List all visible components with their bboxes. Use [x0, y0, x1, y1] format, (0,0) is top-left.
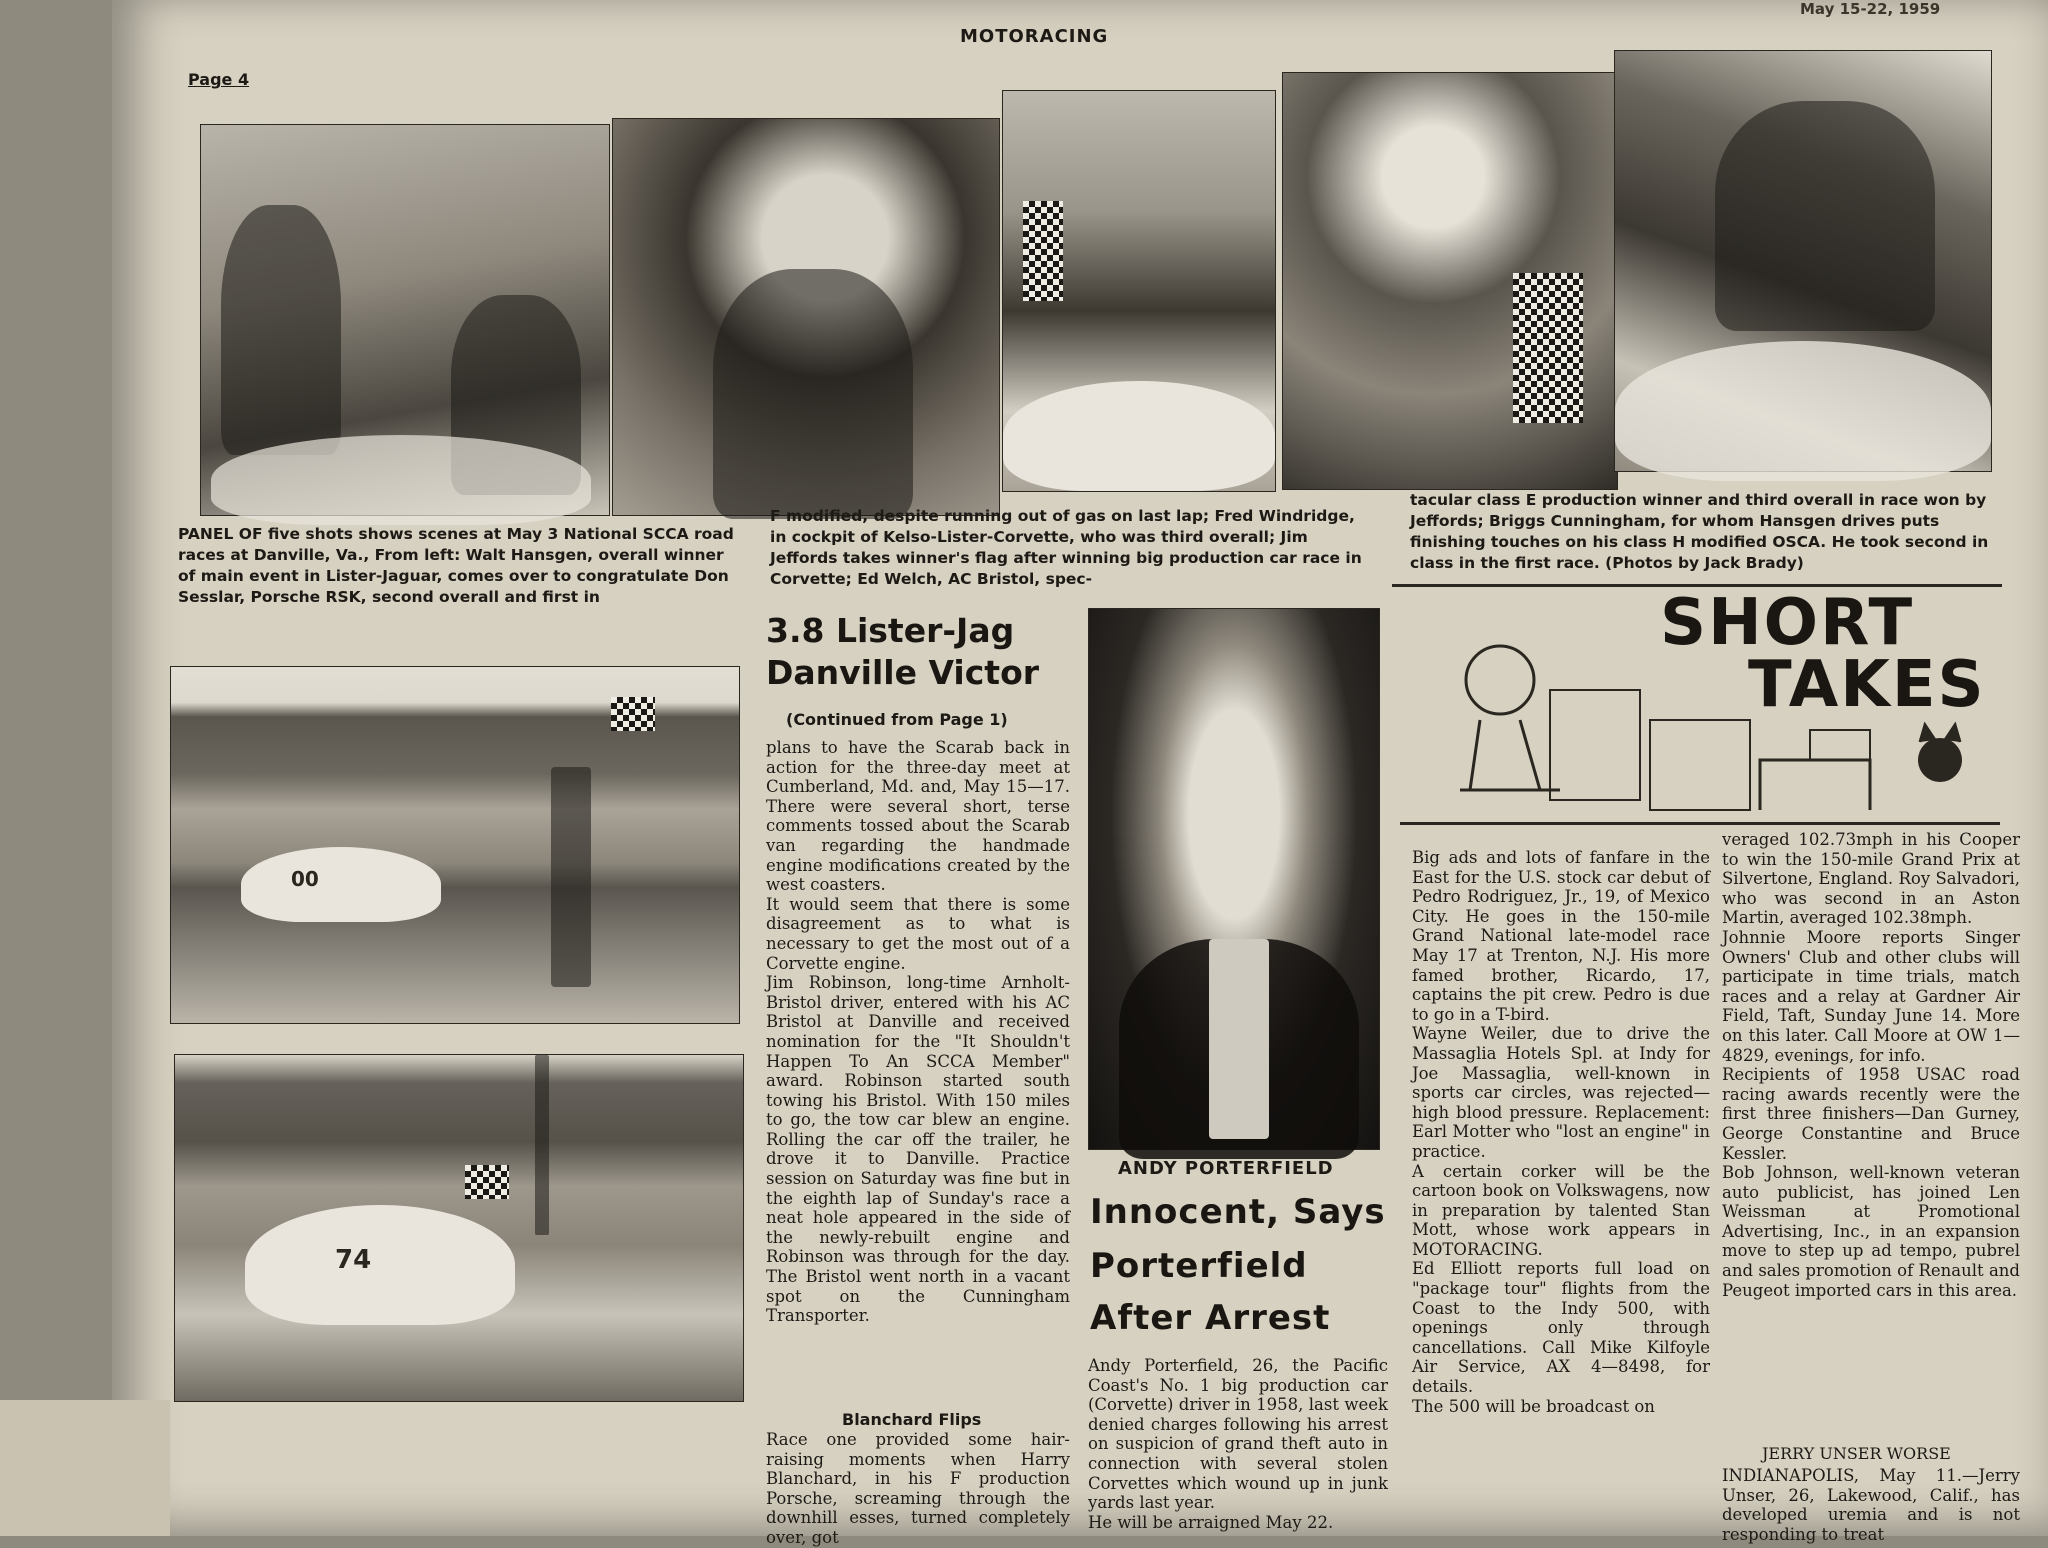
porterfield-headline-line2: Porterfield	[1090, 1246, 1308, 1286]
photo-caption-col2: F modified, despite running out of gas on last lap; Fred Windridge, in cockpit of Kelso-Lister-Corvette, who was third overall; Jim Jeffords takes winner's flag after winning big production car race in Corvette; Ed Welch, AC Bristol, spec-	[770, 507, 1362, 588]
photo-race-car-74	[174, 1054, 744, 1402]
porterfield-headline-line1: Innocent, Says	[1090, 1192, 1386, 1232]
car-number-00: 00	[291, 867, 319, 891]
car-number-74: 74	[335, 1245, 372, 1275]
portrait-andy-porterfield	[1088, 608, 1380, 1150]
masthead: MOTORACING	[960, 26, 1109, 47]
short-takes-title-line1: SHORT	[1660, 586, 1915, 660]
jerry-unser-subhead: JERRY UNSER WORSE	[1762, 1444, 1951, 1463]
porterfield-body: Andy Porterfield, 26, the Pacific Coast's No. 1 big production car (Corvette) driver in 1958, last week denied charges following his arrest on suspicion of grand theft auto in connection with several stolen Corvettes which wound up in junk yards last year. He will be arraigned May 22.	[1088, 1356, 1388, 1532]
jerry-unser-body: INDIANAPOLIS, May 11.—Jerry Unser, 26, Lakewood, Calif., has developed uremia and is not responding to treat	[1722, 1466, 2020, 1544]
blanchard-body: Race one provided some hair-raising moments when Harry Blanchard, in his F production Porsche, screaming through the downhill esses, turned completely over, got	[766, 1430, 1070, 1547]
photo-jeffords-flag	[1002, 90, 1276, 492]
continued-from-page-1: (Continued from Page 1)	[786, 710, 1008, 729]
photo-cunningham-osca	[1614, 50, 1992, 472]
porterfield-headline-line3: After Arrest	[1090, 1298, 1331, 1338]
photo-hansgen-sesslar	[200, 124, 610, 516]
folded-page-corner	[0, 1400, 170, 1536]
blanchard-flips-subhead: Blanchard Flips	[842, 1410, 982, 1429]
short-takes-title-line2: TAKES	[1748, 648, 1986, 722]
photo-caption-col3: tacular class E production winner and third overall in race won by Jeffords; Briggs Cunningham, for whom Hansgen drives puts finishing touches on his class H modified OSCA. He took second in class in the first race. (Photos by Jack Brady)	[1410, 491, 1989, 572]
lister-jag-headline: 3.8 Lister-Jag Danville Victor	[766, 611, 1040, 692]
photo-caption-col1: PANEL OF five shots shows scenes at May 3 National SCCA road races at Danville, Va., From left: Walt Hansgen, overall winner of main event in Lister-Jaguar, comes over to congratulate Don Sesslar, Porsche RSK, second overall and first in	[178, 525, 734, 606]
issue-date: May 15-22, 1959	[1800, 0, 1941, 18]
photo-windridge-cockpit	[612, 118, 1000, 516]
lister-jag-body: plans to have the Scarab back in action for the three-day meet at Cumberland, Md. and, May 15—17. There were several short, terse comments tossed about the Scarab van regarding the handmade engine modifications created by the west coasters. It would seem that there is some disagreement as to what is necessary to get the most out of a Corvette engine. Jim Robinson, long-time Arnholt-Bristol driver, entered with his AC Bristol at Danville and received nomination for the "It Shouldn't Happen To An SCCA Member" award. Robinson started south towing his Bristol. With 150 miles to go, the tow car blew an engine. Rolling the car off the trailer, he drove it to Danville. Practice session on Saturday was fine but in the eighth lap of Sunday's race a neat hole appeared in the side of the newly-rebuilt engine and Robinson was through for the day. The Bristol went north in a vacant spot on the Cunningham Transporter.	[766, 738, 1070, 1326]
short-takes-col1: Big ads and lots of fanfare in the East for the U.S. stock car debut of Pedro Rodriguez, Jr., 19, of Mexico City. He goes in the 150-mile Grand National late-model race May 17 at Trenton, N.J. His more famed brother, Ricardo, 17, captains the pit crew. Pedro is due to go in a T-bird. Wayne Weiler, due to drive the Massaglia Hotels Spl. at Indy for Joe Massaglia, well-known in sports car circles, was rejected—high blood pressure. Replacement: Earl Motter who "lost an engine" in practice. A certain corker will be the cartoon book on Volkswagens, now in preparation by talented Stan Mott, whose work appears in MOTORACING. Ed Elliott reports full load on "package tour" flights from the Coast to the Indy 500, with openings only through cancellations. Call Mike Kilfoyle Air Service, AX 4—8498, for details. The 500 will be broadcast on	[1412, 848, 1710, 1416]
portrait-caption: ANDY PORTERFIELD	[1118, 1158, 1334, 1179]
photo-welch-ac-bristol	[1282, 72, 1618, 490]
photo-race-car-00	[170, 666, 740, 1024]
short-takes-col2: veraged 102.73mph in his Cooper to win the 150-mile Grand Prix at Silvertone, England. Roy Salvadori, who was second in an Aston Martin, averaged 102.38mph. Johnnie Moore reports Singer Owners' Club and other clubs will participate in time trials, match races and a relay at Gardner Air Field, Taft, Sunday June 14. More on this later. Call Moore at OW 1—4829, evenings, for info. Recipients of 1958 USAC road racing awards recently were the first three finishers—Dan Gurney, George Constantine and Bruce Kessler. Bob Johnson, well-known veteran auto publicist, has joined Len Weissman at Promotional Advertising, Inc., in an expansion move to step up ad tempo, pubrel and sales promotion of Renault and Peugeot imported cars in this area.	[1722, 830, 2020, 1300]
page-number: Page 4	[188, 70, 250, 89]
